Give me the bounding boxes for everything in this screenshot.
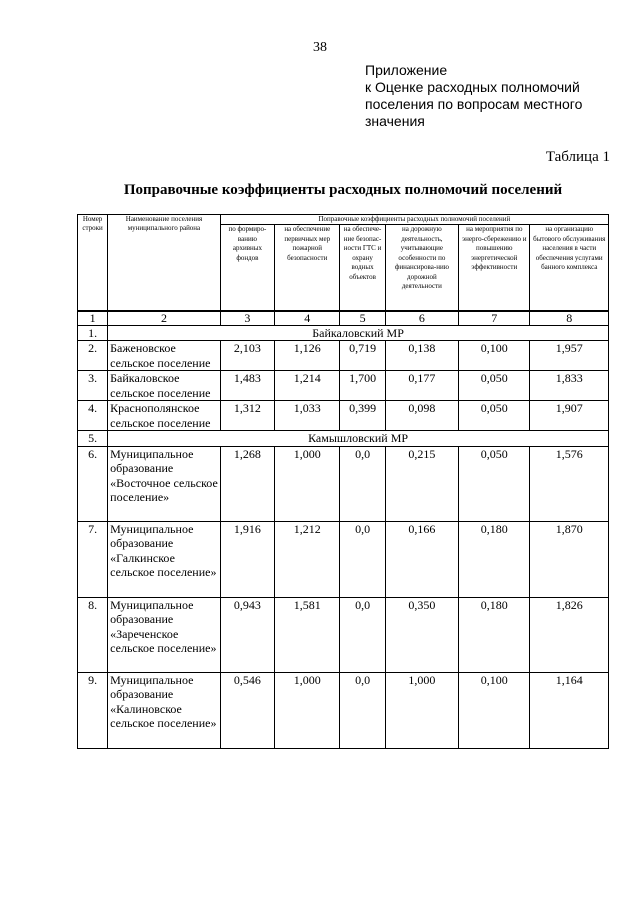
coef-bath: 1,907 — [530, 401, 609, 431]
coef-energy: 0,100 — [459, 672, 530, 748]
header-col-bath: на организацию бытового обслуживания населения в части обеспечения услугами банного комплекса — [530, 225, 609, 311]
coef-roads: 0,215 — [385, 446, 458, 521]
coef-hydro-safety: 0,0 — [340, 446, 385, 521]
coef-fire-safety: 1,126 — [275, 341, 340, 371]
coef-roads: 0,166 — [385, 521, 458, 597]
coef-fire-safety: 1,212 — [275, 521, 340, 597]
coef-energy: 0,050 — [459, 371, 530, 401]
coef-fire-safety: 1,033 — [275, 401, 340, 431]
appendix-line: Приложение — [365, 62, 448, 78]
settlement-name: Муниципальное образование «Калиновское сельское поселение» — [108, 672, 221, 748]
settlement-name: Муниципальное образование «Восточное сельское поселение» — [108, 446, 221, 521]
col-number: 3 — [220, 311, 274, 326]
coef-fire-safety: 1,000 — [275, 672, 340, 748]
row-number: 4. — [78, 401, 108, 431]
coef-roads: 0,138 — [385, 341, 458, 371]
appendix-line: к Оценке расходных полномочий — [365, 79, 580, 95]
region-name: Камышловский МР — [108, 431, 609, 447]
settlement-name: Муниципальное образование «Галкинское сельское поселение» — [108, 521, 221, 597]
settlement-name: Муниципальное образование «Зареченское сельское поселение» — [108, 597, 221, 672]
coef-hydro-safety: 0,0 — [340, 672, 385, 748]
coef-bath: 1,833 — [530, 371, 609, 401]
region-row-number: 5. — [78, 431, 108, 447]
coef-archives: 2,103 — [220, 341, 274, 371]
coef-energy: 0,050 — [459, 401, 530, 431]
header-col-archives: по формиро-ванию архивных фондов — [220, 225, 274, 311]
col-number: 8 — [530, 311, 609, 326]
coef-roads: 1,000 — [385, 672, 458, 748]
row-number: 6. — [78, 446, 108, 521]
coef-bath: 1,164 — [530, 672, 609, 748]
coef-energy: 0,050 — [459, 446, 530, 521]
coef-roads: 0,177 — [385, 371, 458, 401]
coef-energy: 0,180 — [459, 597, 530, 672]
header-coefficients-group: Поправочные коэффициенты расходных полномочий поселений — [220, 215, 608, 225]
header-row-number: Номер строки — [78, 215, 108, 311]
coef-hydro-safety: 0,0 — [340, 521, 385, 597]
coef-hydro-safety: 1,700 — [340, 371, 385, 401]
col-number: 7 — [459, 311, 530, 326]
appendix-line: поселения по вопросам местного — [365, 96, 583, 112]
coef-energy: 0,100 — [459, 341, 530, 371]
header-settlement-name: Наименование поселения муниципального района — [108, 215, 221, 311]
region-name: Байкаловский МР — [108, 325, 609, 341]
appendix-note — [365, 62, 582, 130]
row-number: 3. — [78, 371, 108, 401]
coef-bath: 1,957 — [530, 341, 609, 371]
coef-archives: 1,312 — [220, 401, 274, 431]
coef-archives: 1,916 — [220, 521, 274, 597]
settlement-name: Баженовское сельское поселение — [108, 341, 221, 371]
col-number: 5 — [340, 311, 385, 326]
coef-fire-safety: 1,581 — [275, 597, 340, 672]
coefficients-table — [77, 214, 609, 749]
page-number: 38 — [313, 40, 327, 55]
coef-hydro-safety: 0,399 — [340, 401, 385, 431]
header-col-fire-safety: на обеспечение первичных мер пожарной безопасности — [275, 225, 340, 311]
row-number: 8. — [78, 597, 108, 672]
region-row-number: 1. — [78, 325, 108, 341]
coef-bath: 1,826 — [530, 597, 609, 672]
row-number: 9. — [78, 672, 108, 748]
header-col-roads: на дорожную деятельность, учитывающие особенности по финансирова-нию дорожной деятельности — [385, 225, 458, 311]
settlement-name: Краснополянское сельское поселение — [108, 401, 221, 431]
settlement-name: Байкаловское сельское поселение — [108, 371, 221, 401]
table-label: Таблица 1 — [545, 149, 610, 165]
appendix-line: значения — [365, 113, 425, 129]
col-number: 2 — [108, 311, 221, 326]
coef-energy: 0,180 — [459, 521, 530, 597]
header-col-hydro-safety: на обеспече-ние безопас-ности ГТС и охрану водных объектов — [340, 225, 385, 311]
coef-archives: 0,943 — [220, 597, 274, 672]
coef-bath: 1,576 — [530, 446, 609, 521]
col-number: 1 — [78, 311, 108, 326]
row-number: 2. — [78, 341, 108, 371]
header-col-energy: на мероприятия по энерго-сбережению и повышению энергетической эффективности — [459, 225, 530, 311]
coef-hydro-safety: 0,719 — [340, 341, 385, 371]
table-title: Поправочные коэффициенты расходных полномочий поселений — [123, 182, 563, 198]
coef-roads: 0,098 — [385, 401, 458, 431]
coef-bath: 1,870 — [530, 521, 609, 597]
coef-archives: 1,483 — [220, 371, 274, 401]
coef-archives: 0,546 — [220, 672, 274, 748]
col-number: 4 — [275, 311, 340, 326]
coef-roads: 0,350 — [385, 597, 458, 672]
row-number: 7. — [78, 521, 108, 597]
coef-hydro-safety: 0,0 — [340, 597, 385, 672]
col-number: 6 — [385, 311, 458, 326]
coef-fire-safety: 1,000 — [275, 446, 340, 521]
coef-fire-safety: 1,214 — [275, 371, 340, 401]
coef-archives: 1,268 — [220, 446, 274, 521]
